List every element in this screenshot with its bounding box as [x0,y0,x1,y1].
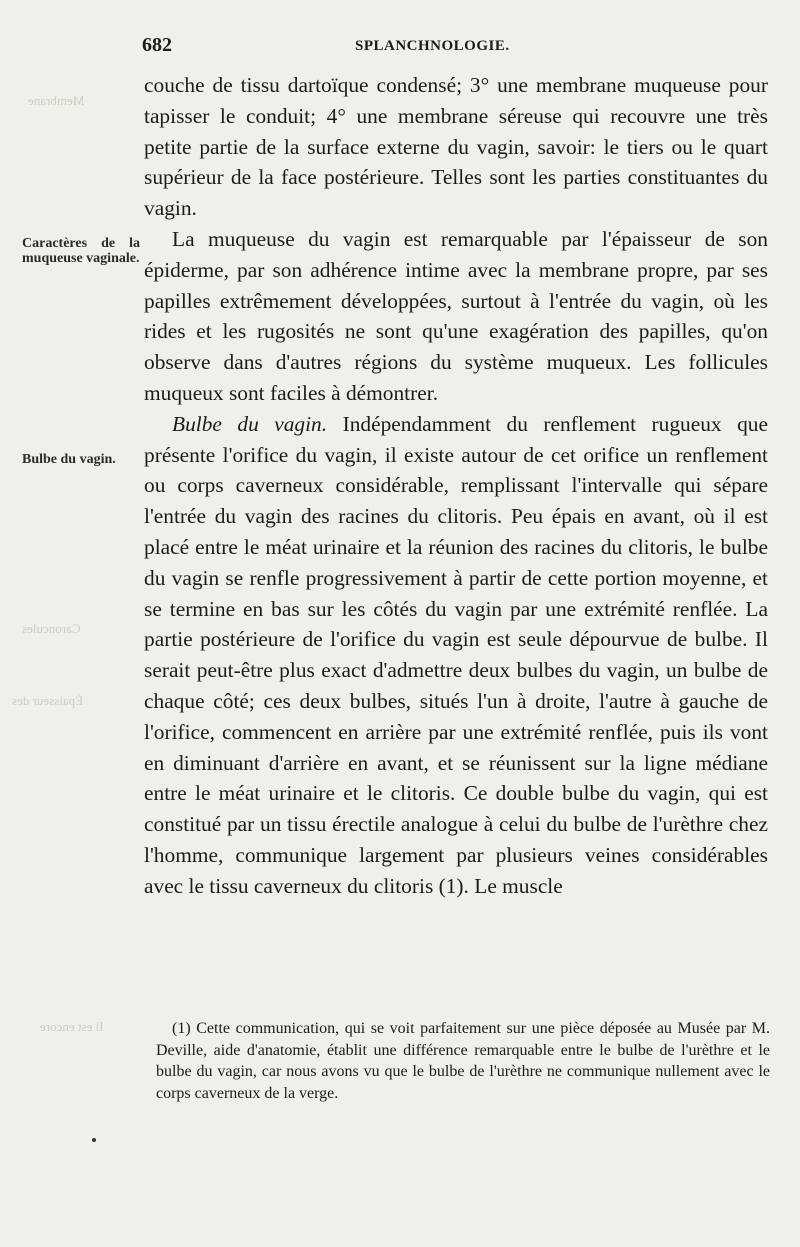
margin-note-bulbe: Bulbe du vagin. [22,452,116,467]
paragraph-text: Indépendamment du renflement rugueux que présente l'orifice du vagin, il existe autour de cet orifice un renflement ou corps caverneux considérable, remplissant l'intervalle qui sépare l'entrée du vagin des racines du clitoris. Peu épais en avant, où il est placé entre le méat urinaire et la réunion des racines du clitoris, le bulbe du vagin se renfle progressivement à partir de cette portion moyenne, et se termine en bas sur les côtés du vagin par une extrémité renflée. La partie postérieure de l'orifice du vagin est seule dépourvue de bulbe. Il serait peut-être plus exact d'admettre deux bulbes du vagin, un bulbe de chaque côté; ces deux bulbes, situés l'un à droite, l'autre à gauche de l'orifice, commencent en arrière par une extrémité renflée, puis ils vont en diminuant d'arrière en avant, et se réunissent sur la ligne médiane entre le méat urinaire et le clitoris. Ce double bulbe du vagin, qui est constitué par un tissu érectile analogue à celui du bulbe de l'urèthre chez l'homme, communique largement par plusieurs veines considérables avec le tissu caverneux du clitoris (1). Le muscle [144,411,768,898]
footnote-text: (1) Cette communication, qui se voit parfaitement sur une pièce déposée au Musée par M. Deville, aide d'anatomie, établit une différence remarquable entre le bulbe de l'urèthre et le bulbe du vagin, car nous avons vu que le bulbe de l'urèthre ne communique nullement avec le corps caverneux de la verge. [156,1020,770,1102]
show-through-mark: Épaisseur des [12,693,84,708]
running-head [0,34,800,60]
show-through-mark: Caroncules [22,621,81,636]
main-text [144,70,768,902]
margin-note-muqueuse: Caractères de la muqueuse vaginale. [22,236,140,266]
paragraph [144,70,768,224]
paragraph [144,409,768,902]
section-lead: Bulbe du vagin. [172,411,328,436]
show-through-mark: Membrane [28,93,85,108]
paragraph-text: La muqueuse du vagin est remarquable par l'épaisseur de son épiderme, par son adhérence intime avec la membrane propre, par ses papilles extrêmement développées, surtout à l'entrée du vagin, où les rides et les rugosités ne sont qu'une exagération des papilles, qu'on observe dans d'autres régions du système muqueux. Les follicules muqueux sont faciles à démontrer. [144,226,768,405]
page-number: 682 [142,34,172,56]
paragraph [144,224,768,409]
show-through-mark: Il est encore [40,1019,104,1034]
footnote [156,1018,770,1104]
paragraph-text: couche de tissu dartoïque condensé; 3° une membrane muqueuse pour tapisser le conduit; 4° une membrane séreuse qui recouvre une très petite partie de la surface externe du vagin, savoir: le tiers ou le quart supérieur de la face postérieure. Telles sont les parties constituantes du vagin. [144,73,768,221]
ink-speck [92,1138,96,1142]
running-title: SPLANCHNOLOGIE. [355,38,510,54]
